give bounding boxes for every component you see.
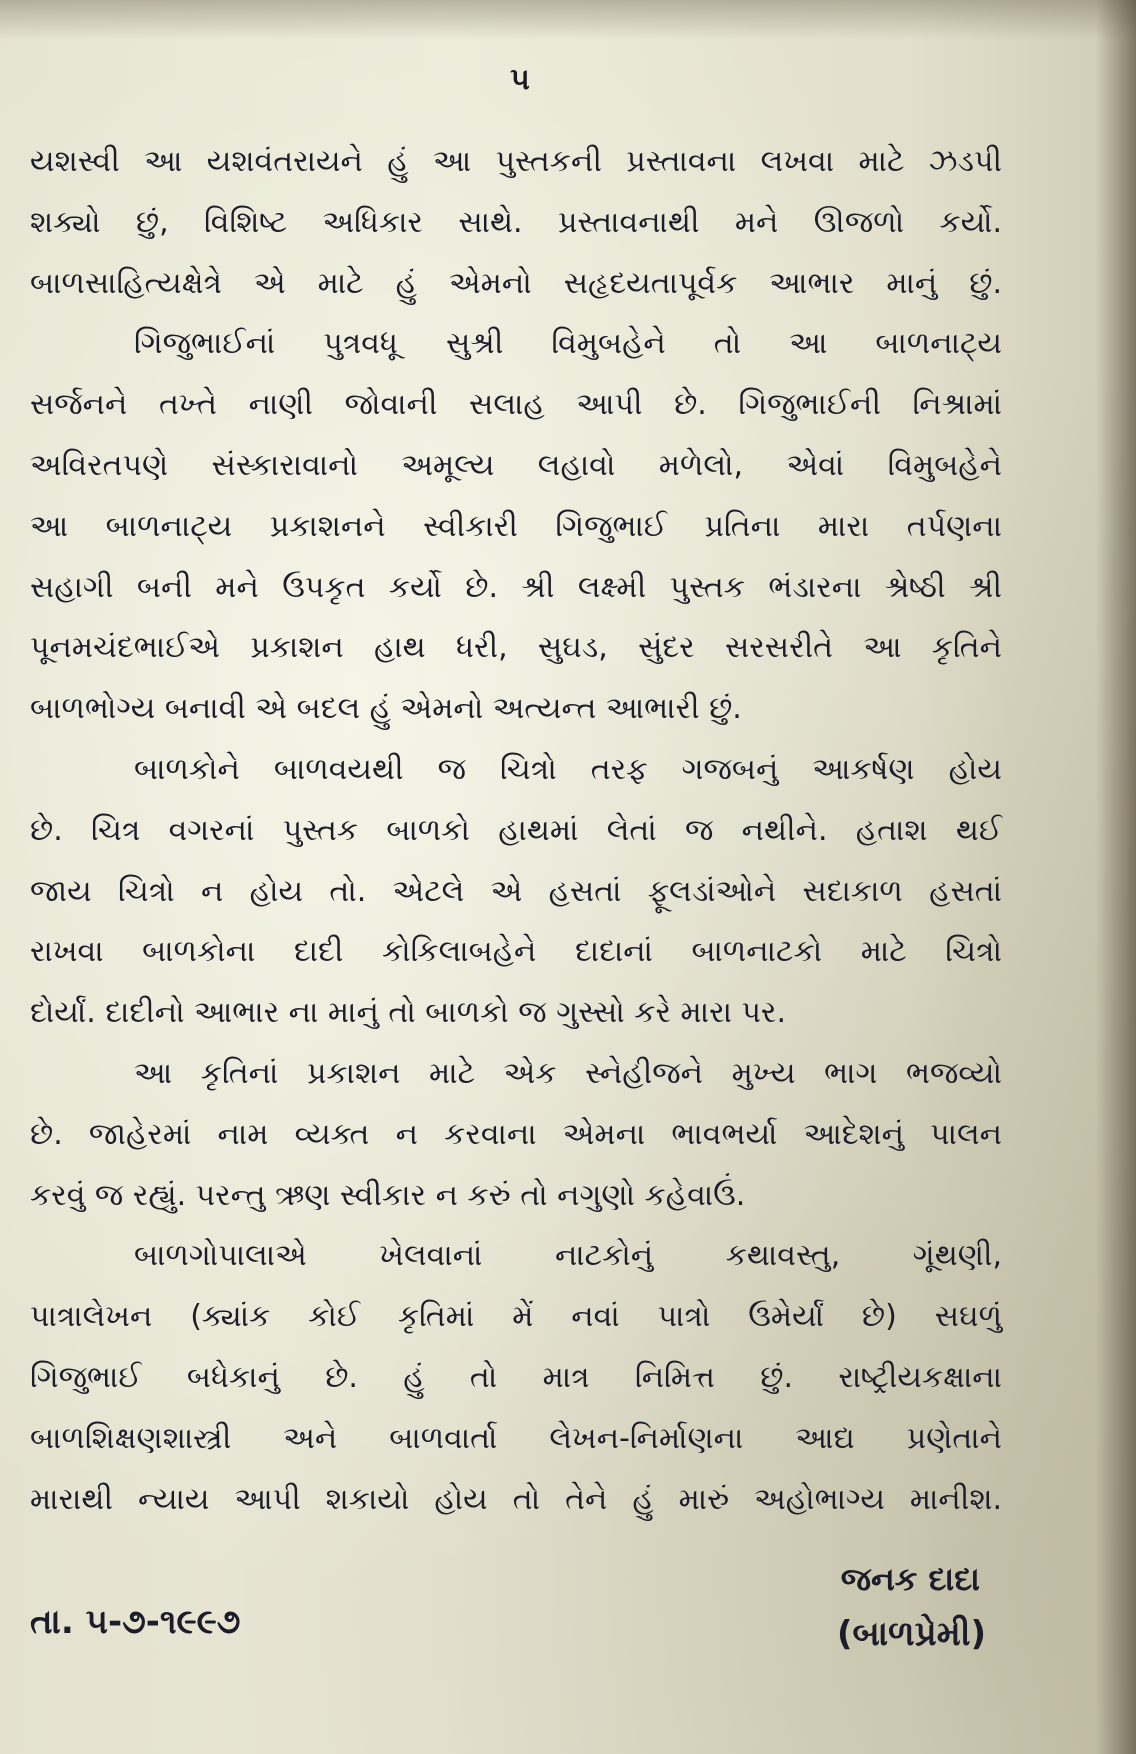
signature-name: જનક દાદા (840, 1560, 980, 1598)
paragraph-start-line: બાળકોને બાળવયથી જ ચિત્રો તરફ ગજબનું આકર્ષણ હોય (134, 751, 1002, 787)
text-line: અવિરતપણે સંસ્કારાવાનો અમૂલ્ય લહાવો મળેલો, એવાં વિમુબહેને (30, 447, 1002, 483)
preface-body (30, 132, 1002, 1530)
paragraph-end-line: કરવું જ રહ્યું. પરન્તુ ઋણ સ્વીકાર ન કરું તો નગુણો કહેવાઉં. (30, 1177, 746, 1213)
text-line: બાળસાહિત્યક્ષેત્રે એ માટે હું એમનો સહૃદયતાપૂર્વક આભાર માનું છું. (30, 265, 1002, 301)
text-line: મારાથી ન્યાય આપી શકાયો હોય તો તેને હું મારું અહોભાગ્ય માનીશ. (30, 1481, 1002, 1517)
paragraph-start-line: ગિજુભાઈનાં પુત્રવધૂ સુશ્રી વિમુબહેને તો આ બાળનાટ્ય (134, 326, 1002, 362)
paragraph-end-line: દોર્યાં. દાદીનો આભાર ના માનું તો બાળકો જ ગુસ્સો કરે મારા પર. (30, 995, 786, 1031)
paragraph-start-line: આ કૃતિનાં પ્રકાશન માટે એક સ્નેહીજને મુખ્ય ભાગ ભજવ્યો (134, 1055, 1002, 1091)
text-line: જાય ચિત્રો ન હોય તો. એટલે એ હસતાં ફૂલડાંઓને સદાકાળ હસતાં (30, 873, 1002, 909)
text-line: પૂનમચંદભાઈએ પ્રકાશન હાથ ધરી, સુઘડ, સુંદર સરસરીતે આ કૃતિને (30, 630, 1002, 666)
text-line: છે. જાહેરમાં નામ વ્યક્ત ન કરવાના એમના ભાવભર્યા આદેશનું પાલન (30, 1116, 1002, 1152)
paragraph-end-line: બાળભોગ્ય બનાવી એ બદલ હું એમનો અત્યન્ત આભારી છું. (30, 691, 742, 727)
text-line: પાત્રાલેખન (ક્યાંક કોઈ કૃતિમાં મેં નવાં પાત્રો ઉમેર્યાં છે) સઘળું (30, 1299, 1002, 1335)
text-line: સહાગી બની મને ઉપકૃત કર્યો છે. શ્રી લક્ષ્મી પુસ્તક ભંડારના શ્રેષ્ઠી શ્રી (30, 569, 1002, 605)
date: તા. ૫-૭-૧૯૯૭ (30, 1602, 241, 1642)
text-line: ગિજુભાઈ બધેકાનું છે. હું તો માત્ર નિમિત્ત છું. રાષ્ટ્રીયકક્ષાના (30, 1359, 1002, 1395)
text-line: શક્યો છું, વિશિષ્ટ અધિકાર સાથે. પ્રસ્તાવનાથી મને ઊજળો કર્યો. (30, 204, 1002, 240)
text-line: યશસ્વી આ યશવંતરાયને હું આ પુસ્તકની પ્રસ્તાવના લખવા માટે ઝડપી (30, 144, 1002, 179)
text-line: આ બાળનાટ્ય પ્રકાશનને સ્વીકારી ગિજુભાઈ પ્રતિના મારા તર્પણના (30, 508, 1002, 544)
text-line: બાળશિક્ષણશાસ્ત્રી અને બાળવાર્તા લેખન-નિર્માણના આદ્ય પ્રણેતાને (30, 1420, 1002, 1456)
signature-role: (બાળપ્રેમી) (836, 1614, 986, 1654)
page-number: ૫ (510, 62, 530, 97)
text-line: છે. ચિત્ર વગરનાં પુસ્તક બાળકો હાથમાં લેતાં જ નથીને. હતાશ થઈ (30, 812, 1002, 848)
text-line: રાખવા બાળકોના દાદી કોકિલાબહેને દાદાનાં બાળનાટકો માટે ચિત્રો (30, 934, 1002, 970)
text-line: સર્જનને તખ્તે નાણી જોવાની સલાહ આપી છે. ગિજુભાઈની નિશ્રામાં (30, 387, 1002, 423)
paragraph-start-line: બાળગોપાલાએ ખેલવાનાં નાટકોનું કથાવસ્તુ, ગૂંથણી, (134, 1238, 1002, 1274)
